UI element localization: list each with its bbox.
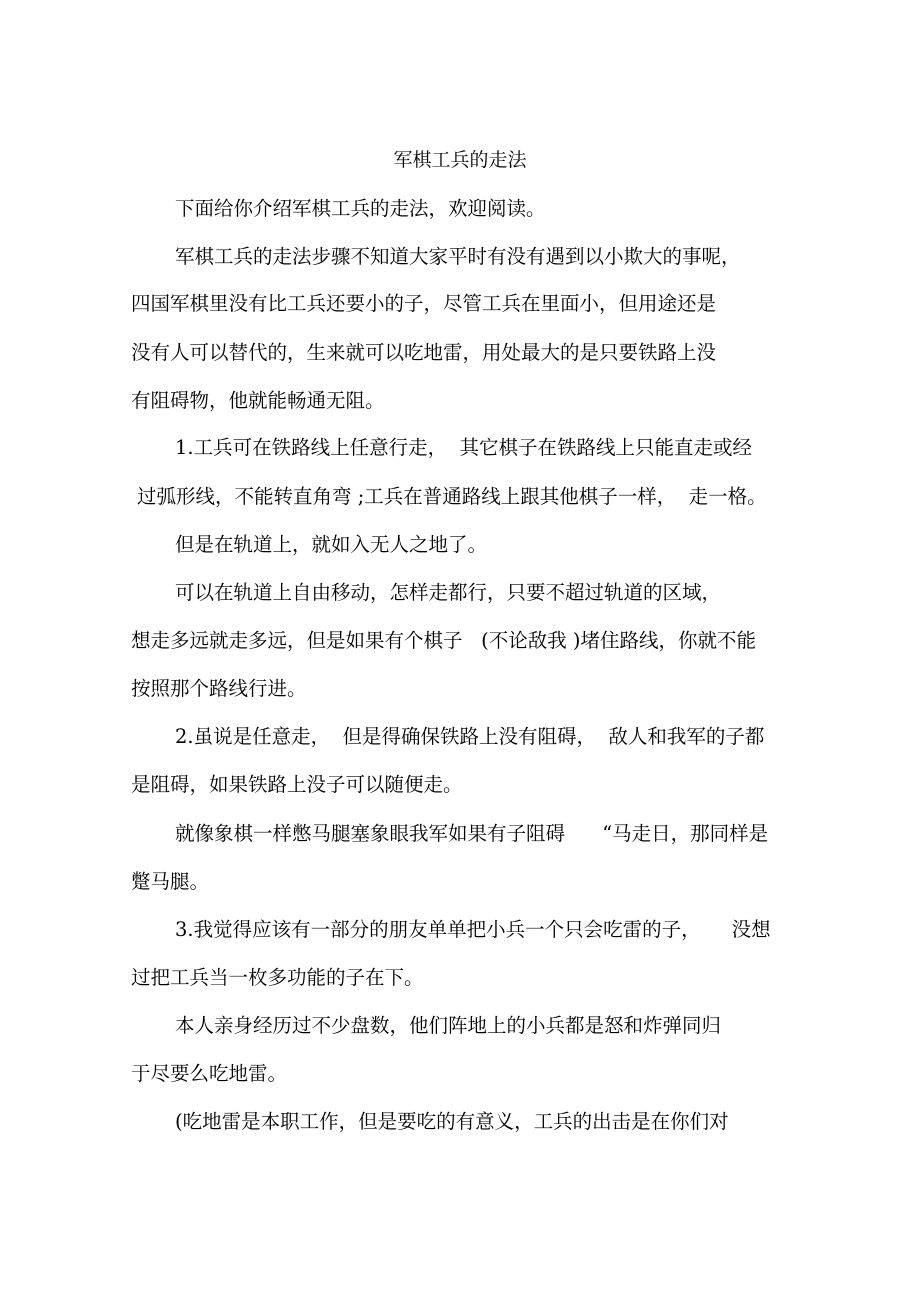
paragraph-line-8: 但是在轨道上，就如入无人之地了。 (175, 533, 488, 556)
paragraph-line-19: 于尽要么吃地雷。 (131, 1062, 288, 1085)
paragraph-line-5: 有阻碍物，他就能畅通无阻。 (131, 389, 385, 412)
paragraph-line-9: 可以在轨道上自由移动，怎样走都行，只要不超过轨道的区域， (175, 581, 722, 604)
paragraph-line-18: 本人亲身经历过不少盘数，他们阵地上的小兵都是怒和炸弹同归 (175, 1014, 722, 1037)
paragraph-line-2: 军棋工兵的走法步骤不知道大家平时有没有遇到以小欺大的事呢， (175, 245, 741, 268)
paragraph-line-13: 是阻碍，如果铁路上没子可以随便走。 (131, 773, 463, 796)
paragraph-line-3: 四国军棋里没有比工兵还要小的子，尽管工兵在里面小，但用途还是 (131, 292, 717, 315)
paragraph-line-6: 1.工兵可在铁路线上任意行走， 其它棋子在铁路线上只能直走或经 (175, 436, 753, 459)
paragraph-line-4: 没有人可以替代的，生来就可以吃地雷，用处最大的是只要铁路上没 (131, 341, 717, 364)
paragraph-line-20: (吃地雷是本职工作，但是要吃的有意义，工兵的出击是在你们对 (175, 1110, 729, 1133)
paragraph-line-11: 按照那个路线行进。 (131, 677, 307, 700)
paragraph-line-17: 过把工兵当一枚多功能的子在下。 (131, 966, 424, 989)
paragraph-line-12: 2.虽说是任意走， 但是得确保铁路上没有阻碍， 敌人和我军的子都 (175, 725, 765, 748)
paragraph-line-1: 下面给你介绍军棋工兵的走法，欢迎阅读。 (175, 197, 546, 220)
paragraph-line-10: 想走多远就走多远，但是如果有个棋子 (不论敌我 )堵住路线，你就不能 (131, 629, 757, 652)
document-title: 军棋工兵的走法 (393, 149, 527, 171)
paragraph-line-7: 过弧形线，不能转直角弯 ;工兵在普通路线上跟其他棋子一样， 走一格。 (137, 485, 767, 508)
paragraph-line-14: 就像象棋一样憋马腿塞象眼我军如果有子阻碍 “马走日，那同样是 (175, 822, 769, 845)
paragraph-line-16: 3.我觉得应该有一部分的朋友单单把小兵一个只会吃雷的子， 没想 (175, 918, 771, 941)
paragraph-line-15: 蹩马腿。 (131, 870, 210, 893)
